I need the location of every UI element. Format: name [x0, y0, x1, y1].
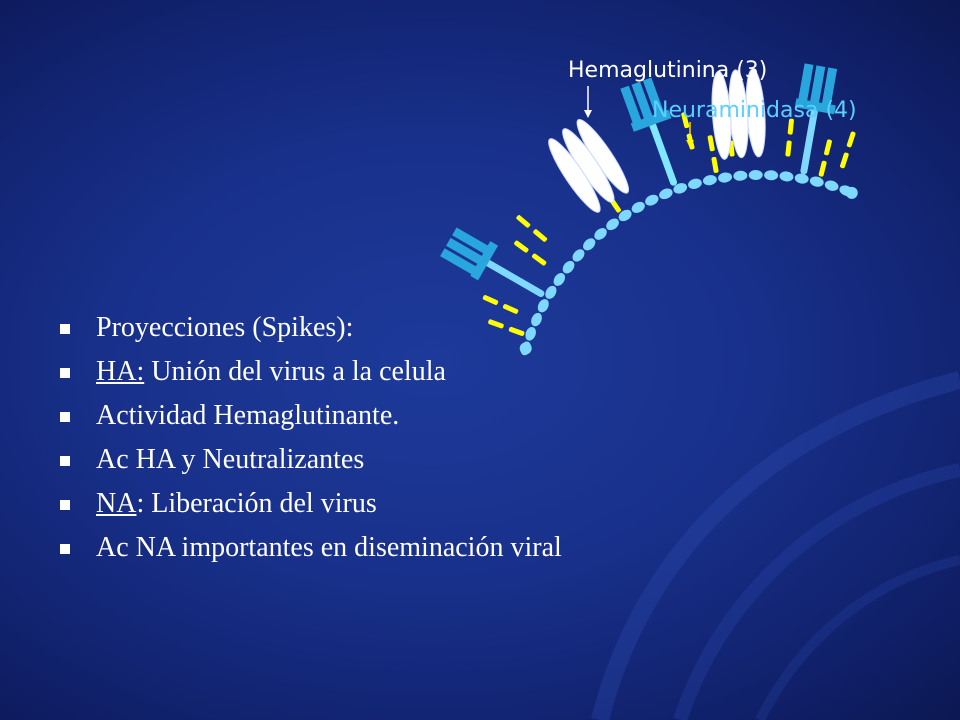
bullet-text: Actividad Hemaglutinante. [96, 400, 400, 431]
bullet-square-icon [60, 412, 70, 422]
bullet-underlined-term: NA [96, 488, 137, 519]
envelope-bead [687, 177, 703, 190]
matrix-dash [711, 157, 719, 174]
envelope-bead [560, 259, 577, 276]
na-stalk [487, 263, 541, 294]
matrix-dash [785, 140, 792, 156]
bullet-text: Proyecciones (Spikes): [96, 312, 354, 343]
envelope-bead [846, 187, 858, 199]
bullet-square-icon [60, 500, 70, 510]
matrix-dash [513, 240, 529, 253]
bullet-text: Unión del virus a la celula [144, 356, 446, 387]
bullet-text: : Liberación del virus [136, 488, 377, 519]
na-spike [618, 76, 673, 182]
envelope-bead [592, 226, 609, 243]
envelope-bead [809, 175, 825, 188]
matrix-dash [482, 294, 499, 305]
envelope-bead [823, 179, 839, 193]
envelope-bead [717, 172, 732, 184]
envelope-bead [794, 172, 809, 184]
bullet-square-icon [60, 456, 70, 466]
envelope-bead [702, 174, 718, 187]
matrix-dash [531, 253, 547, 266]
matrix-dash [532, 228, 547, 242]
bullet-text: Ac NA importantes en diseminación viral [96, 532, 562, 563]
matrix-dash [516, 214, 531, 228]
envelope-bead [643, 193, 660, 208]
na-spike [439, 223, 541, 293]
ha-spike [542, 115, 635, 217]
bullet-item [60, 444, 656, 476]
bullet-item [60, 488, 656, 520]
envelope-bead [604, 216, 621, 232]
na-head [439, 223, 498, 280]
envelope-bead [657, 187, 674, 202]
hemagglutinin-label: Hemaglutinina (3) [568, 58, 768, 83]
envelope-bead [779, 171, 794, 182]
envelope-bead [764, 170, 778, 181]
bullet-square-icon [60, 324, 70, 334]
matrix-dash [818, 160, 827, 177]
bullet-text: Ac HA y Neutralizantes [96, 444, 365, 475]
envelope-bead [749, 170, 763, 180]
neuraminidase-label: Neuraminidasa (4) [652, 98, 857, 123]
envelope-bead [543, 284, 559, 301]
matrix-dashes [482, 107, 856, 336]
envelope-bead [630, 200, 647, 216]
envelope-bead [570, 247, 587, 264]
envelope-bead [733, 170, 748, 181]
envelope-bead [551, 271, 567, 288]
bullet-item [60, 400, 656, 432]
bullet-square-icon [60, 368, 70, 378]
matrix-dash [824, 139, 833, 156]
matrix-dash [846, 131, 856, 148]
bullet-item [60, 312, 656, 344]
bullet-square-icon [60, 544, 70, 554]
na-stalk [652, 124, 673, 182]
matrix-dash [840, 152, 850, 169]
bullet-item [60, 532, 656, 564]
hemagglutinin-pointer-arrow [584, 86, 592, 118]
bullet-item [60, 356, 656, 388]
bullet-list [60, 312, 656, 576]
matrix-dash [707, 135, 715, 152]
bullet-underlined-term: HA: [96, 356, 145, 387]
